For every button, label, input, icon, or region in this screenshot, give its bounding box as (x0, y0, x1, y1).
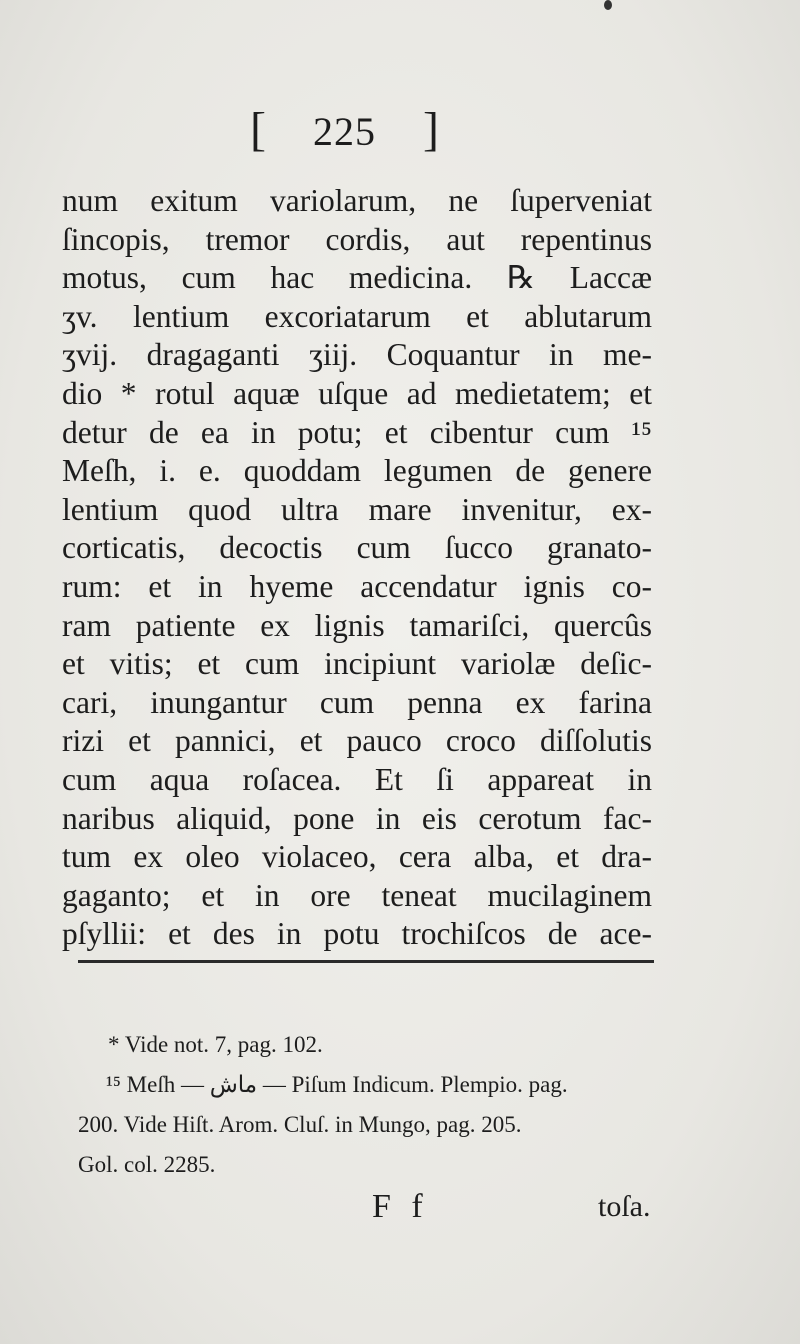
text-line: dio * rotul aquæ uſque ad medietatem; et (62, 375, 652, 411)
text-line: rum: et in hyeme accendatur ignis co- (62, 568, 652, 604)
bracket-right: ] (423, 103, 439, 156)
text-line: ſincopis, tremor cordis, aut repentinus (62, 221, 652, 257)
text-line: ʒv. lentium excoriatarum et ablutarum (62, 298, 652, 334)
text-line: motus, cum hac medicina. ℞ Laccæ (62, 260, 652, 296)
text-line: cum aqua roſacea. Et ſi appareat in (62, 761, 652, 797)
text-line: cari, inungantur cum penna ex farina (62, 684, 652, 720)
text-line: tum ex oleo violaceo, cera alba, et dra- (62, 839, 652, 875)
page-header (245, 100, 455, 160)
footnote-rule (78, 960, 654, 963)
text-line: naribus aliquid, pone in eis cerotum fac- (62, 800, 652, 836)
footnotes (78, 1025, 668, 1185)
ink-spot (604, 0, 612, 10)
text-line: corticatis, decoctis cum ſucco granato- (62, 530, 652, 566)
text-line: ʒvij. dragaganti ʒiij. Coquantur in me- (62, 337, 652, 373)
footnote: ¹⁵ Meſh — ماش — Piſum Indicum. Plempio. pag. (106, 1072, 568, 1097)
footnote: * Vide not. 7, pag. 102. (108, 1032, 323, 1057)
text-line: lentium quod ultra mare invenitur, ex- (62, 491, 652, 527)
text-line: num exitum variolarum, ne ſuperveniat (62, 183, 652, 218)
bracket-left: [ (250, 103, 266, 156)
text-line: Meſh, i. e. quoddam legumen de genere (62, 453, 652, 489)
text-line: et vitis; et cum incipiunt variolæ deſic- (62, 646, 652, 682)
main-text (62, 182, 652, 954)
catchword: toſa. (598, 1190, 651, 1223)
footnote: Gol. col. 2285. (78, 1152, 216, 1177)
text-line: detur de ea in potu; et cibentur cum ¹⁵ (62, 414, 652, 450)
page-number: 225 (313, 109, 376, 154)
footnote: 200. Vide Hiſt. Arom. Cluſ. in Mungo, pag. 205. (78, 1112, 522, 1137)
text-line: ram patiente ex lignis tamariſci, quercûs (62, 607, 652, 643)
text-line: gaganto; et in ore teneat mucilaginem (62, 877, 652, 913)
text-line: rizi et pannici, et pauco croco diſſolutis (62, 723, 652, 759)
signature-mark: F f (372, 1188, 429, 1225)
text-line: pſyllii: et des in potu trochiſcos de ace- (62, 916, 652, 952)
